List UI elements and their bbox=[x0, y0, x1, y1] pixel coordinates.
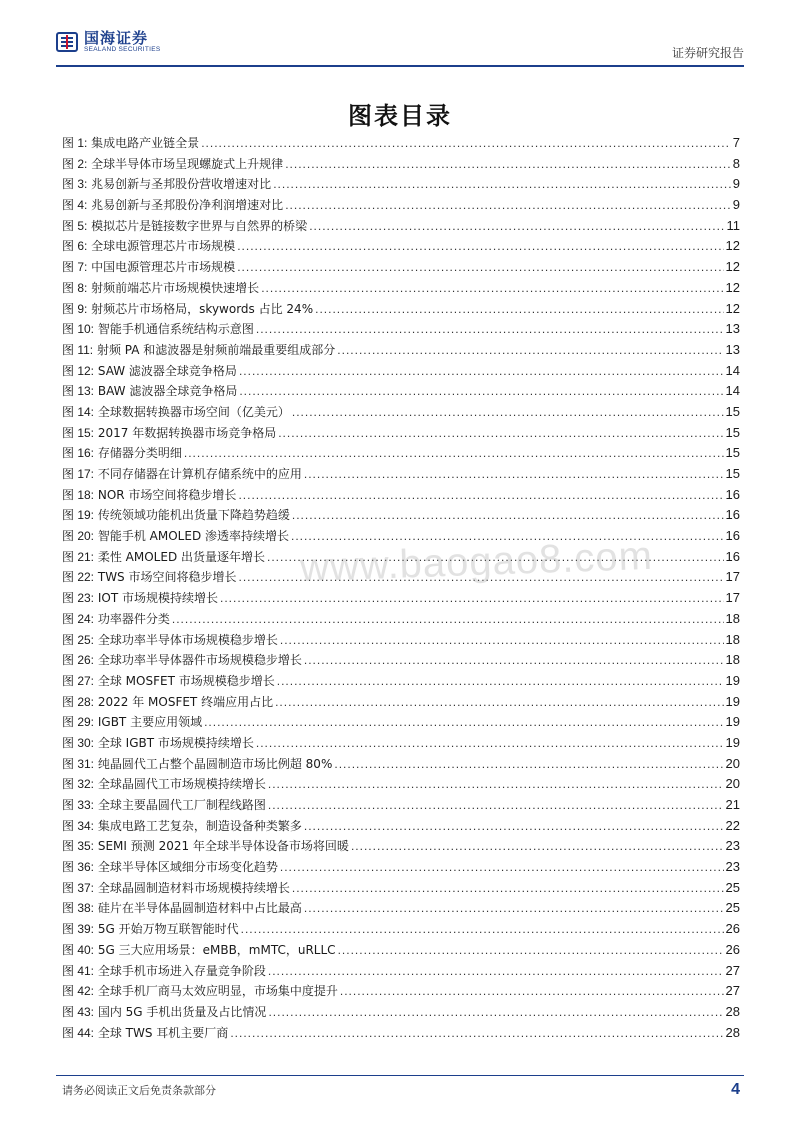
figure-number: 图 30: bbox=[62, 735, 95, 750]
toc-entry-label bbox=[62, 361, 237, 382]
dot-leader bbox=[268, 774, 724, 795]
toc-entry-label bbox=[62, 919, 239, 940]
toc-entry-label bbox=[62, 588, 218, 609]
dot-leader bbox=[201, 133, 731, 154]
toc-entry[interactable] bbox=[62, 733, 740, 754]
toc-entry-label bbox=[62, 650, 302, 671]
figure-title: 全球半导体区域细分市场变化趋势 bbox=[97, 860, 278, 875]
figure-title: 全球功率半导体器件市场规模稳步增长 bbox=[97, 653, 302, 668]
dot-leader bbox=[241, 919, 724, 940]
figure-title: 2022 年 MOSFET 终端应用占比 bbox=[97, 694, 274, 709]
toc-page-number: 11 bbox=[726, 217, 740, 233]
toc-entry-label bbox=[62, 567, 237, 588]
figure-title: 射频 PA 和滤波器是射频前端最重要组成部分 bbox=[96, 342, 336, 357]
figure-title: 集成电路产业链全景 bbox=[91, 136, 200, 150]
figure-title: 硅片在半导体晶圆制造材料中占比最高 bbox=[97, 901, 302, 916]
toc-entry[interactable] bbox=[62, 216, 740, 237]
figure-number: 图 28: bbox=[62, 694, 95, 709]
toc-entry-label bbox=[62, 754, 332, 775]
toc-entry-label bbox=[62, 133, 199, 154]
figure-number: 图 23: bbox=[62, 591, 95, 606]
dot-leader bbox=[268, 795, 724, 816]
toc-entry-label bbox=[62, 257, 235, 278]
figure-title: IOT 市场规模持续增长 bbox=[97, 591, 218, 606]
toc-entry[interactable] bbox=[62, 402, 740, 423]
toc-entry[interactable] bbox=[62, 795, 740, 816]
figure-number: 图 5: bbox=[62, 218, 88, 233]
dot-leader bbox=[204, 712, 723, 733]
figure-number: 图 21: bbox=[62, 549, 95, 564]
figure-number: 图 13: bbox=[62, 384, 95, 399]
figure-title: 兆易创新与圣邦股份营收增速对比 bbox=[91, 177, 272, 192]
figure-title: SAW 滤波器全球竞争格局 bbox=[97, 363, 237, 378]
figure-number: 图 4: bbox=[62, 198, 88, 213]
toc-page-number: 18 bbox=[725, 610, 740, 626]
toc-entry-label bbox=[62, 1002, 266, 1023]
figure-title: 5G 开始万物互联智能时代 bbox=[97, 922, 239, 937]
toc-entry[interactable] bbox=[62, 940, 740, 961]
dot-leader bbox=[172, 609, 724, 630]
toc-entry[interactable] bbox=[62, 340, 740, 361]
toc-entry[interactable] bbox=[62, 1023, 740, 1044]
toc-page-number: 15 bbox=[725, 424, 740, 440]
figure-title: 功率器件分类 bbox=[97, 611, 170, 626]
toc-page-number: 13 bbox=[725, 341, 740, 357]
figure-number: 图 31: bbox=[62, 756, 95, 771]
dot-leader bbox=[277, 671, 724, 692]
dot-leader bbox=[184, 443, 724, 464]
figure-number: 图 44: bbox=[62, 1025, 95, 1040]
toc-entry[interactable] bbox=[62, 174, 740, 195]
figure-number: 图 39: bbox=[62, 922, 95, 937]
toc-page-number: 12 bbox=[725, 238, 740, 254]
figure-number: 图 26: bbox=[62, 653, 95, 668]
figure-number: 图 17: bbox=[62, 467, 95, 481]
toc-entry-label bbox=[62, 423, 276, 444]
figure-title: TWS 市场空间将稳步增长 bbox=[97, 570, 237, 585]
toc-entry[interactable] bbox=[62, 361, 740, 382]
toc-page-number: 19 bbox=[725, 734, 740, 750]
figure-number: 图 41: bbox=[62, 963, 95, 978]
figure-title: 全球晶圆代工市场规模持续增长 bbox=[97, 777, 266, 792]
toc-entry-label bbox=[62, 671, 275, 692]
toc-page-number: 8 bbox=[732, 155, 740, 171]
dot-leader bbox=[337, 340, 723, 361]
figure-number: 图 11: bbox=[62, 342, 94, 357]
toc-entry[interactable] bbox=[62, 505, 740, 526]
toc-page-number: 16 bbox=[725, 486, 740, 502]
toc-entry-label bbox=[62, 774, 266, 795]
toc-entry[interactable] bbox=[62, 133, 740, 154]
toc-entry-label bbox=[62, 216, 307, 237]
toc-page-number: 17 bbox=[725, 569, 740, 585]
dot-leader bbox=[304, 816, 724, 837]
toc-page-number: 20 bbox=[725, 776, 740, 792]
toc-entry[interactable] bbox=[62, 878, 740, 899]
dot-leader bbox=[285, 195, 731, 216]
page-header bbox=[56, 30, 744, 64]
dot-leader bbox=[256, 733, 724, 754]
toc-page-number: 26 bbox=[725, 941, 740, 957]
figure-title: 纯晶圆代工占整个晶圆制造市场比例超 80% bbox=[97, 756, 333, 771]
dot-leader bbox=[237, 236, 723, 257]
footer-disclaimer: 请务必阅读正文后免责条款部分 bbox=[62, 1084, 216, 1097]
toc-entry[interactable] bbox=[62, 774, 740, 795]
figure-number: 图 42: bbox=[62, 984, 95, 999]
dot-leader bbox=[230, 1023, 723, 1044]
toc-entry-label bbox=[62, 485, 236, 506]
dot-leader bbox=[278, 423, 723, 444]
toc-entry-label bbox=[62, 878, 290, 899]
figure-title: 射频芯片市场格局，skywords 占比 24% bbox=[91, 301, 314, 316]
toc-entry[interactable] bbox=[62, 195, 740, 216]
figure-title: 国内 5G 手机出货量及占比情况 bbox=[97, 1004, 267, 1019]
toc-entry-label bbox=[62, 195, 283, 216]
toc-entry[interactable] bbox=[62, 961, 740, 982]
toc-entry-label bbox=[62, 547, 265, 568]
toc-page-number: 28 bbox=[725, 1024, 740, 1040]
figure-number: 图 15: bbox=[62, 425, 95, 440]
figure-number: 图 29: bbox=[62, 715, 95, 730]
toc-entry[interactable] bbox=[62, 257, 740, 278]
figure-number: 图 18: bbox=[62, 487, 95, 502]
toc-page-number: 14 bbox=[725, 362, 740, 378]
watermark: www.baogao8.com bbox=[299, 533, 654, 591]
dot-leader bbox=[220, 588, 724, 609]
dot-leader bbox=[334, 754, 723, 775]
toc-entry[interactable] bbox=[62, 464, 740, 485]
toc-entry[interactable] bbox=[62, 857, 740, 878]
page-title: 图表目录 bbox=[348, 102, 452, 130]
toc-page-number: 16 bbox=[725, 528, 740, 544]
toc-page-number: 12 bbox=[725, 259, 740, 275]
figure-number: 图 22: bbox=[62, 570, 95, 585]
dot-leader bbox=[340, 981, 724, 1002]
figure-title: IGBT 主要应用领域 bbox=[97, 715, 203, 730]
figure-number: 图 10: bbox=[62, 322, 95, 337]
dot-leader bbox=[237, 257, 723, 278]
toc-page-number: 26 bbox=[725, 921, 740, 937]
figure-number: 图 37: bbox=[62, 880, 95, 895]
toc-entry-label bbox=[62, 236, 235, 257]
figure-title: 全球半导体市场呈现螺旋式上升规律 bbox=[91, 156, 284, 171]
toc-entry[interactable] bbox=[62, 712, 740, 733]
toc-page-number: 25 bbox=[725, 879, 740, 895]
dot-leader bbox=[268, 1002, 723, 1023]
page-number: 4 bbox=[731, 1081, 740, 1098]
figure-number: 图 12: bbox=[62, 363, 95, 378]
dot-leader bbox=[304, 898, 724, 919]
toc-page-number: 19 bbox=[725, 693, 740, 709]
toc-entry-label bbox=[62, 609, 170, 630]
toc-entry-label bbox=[62, 402, 290, 423]
toc-entry-label bbox=[62, 816, 302, 837]
figure-title: 集成电路工艺复杂，制造设备种类繁多 bbox=[97, 818, 302, 833]
toc-entry-label bbox=[62, 961, 266, 982]
figure-title: 2017 年数据转换器市场竞争格局 bbox=[97, 425, 277, 440]
toc-entry-label bbox=[62, 857, 278, 878]
figure-number: 图 43: bbox=[62, 1004, 95, 1019]
toc-page-number: 7 bbox=[732, 135, 740, 150]
dot-leader bbox=[238, 485, 723, 506]
toc-page-number: 9 bbox=[732, 176, 740, 192]
toc-entry[interactable] bbox=[62, 981, 740, 1002]
figure-number: 图 8: bbox=[62, 280, 88, 295]
toc-page-number: 27 bbox=[725, 983, 740, 999]
dot-leader bbox=[256, 319, 724, 340]
toc-entry[interactable] bbox=[62, 671, 740, 692]
toc-page-number: 23 bbox=[725, 838, 740, 854]
footer-divider bbox=[56, 1075, 744, 1076]
toc-entry[interactable] bbox=[62, 898, 740, 919]
dot-leader bbox=[304, 650, 724, 671]
toc-page-number: 17 bbox=[725, 590, 740, 606]
toc-entry[interactable] bbox=[62, 692, 740, 713]
figure-number: 图 19: bbox=[62, 508, 95, 523]
toc-entry[interactable] bbox=[62, 1002, 740, 1023]
figure-number: 图 35: bbox=[62, 839, 95, 854]
toc-entry-label bbox=[62, 940, 336, 961]
toc-page-number: 12 bbox=[725, 279, 740, 295]
figure-number: 图 25: bbox=[62, 632, 95, 647]
figure-number: 图 16: bbox=[62, 446, 95, 461]
figure-number: 图 3: bbox=[62, 177, 88, 192]
figure-title: 存储器分类明细 bbox=[97, 446, 182, 461]
figure-title: 全球 IGBT 市场规模持续增长 bbox=[97, 735, 254, 750]
report-type-label: 证券研究报告 bbox=[671, 46, 744, 60]
figure-title: 智能手机通信系统结构示意图 bbox=[97, 322, 254, 337]
toc-entry-label bbox=[62, 898, 302, 919]
toc-page-number: 16 bbox=[725, 548, 740, 564]
header-divider bbox=[56, 65, 744, 67]
figure-title: 柔性 AMOLED 出货量逐年增长 bbox=[97, 549, 266, 564]
dot-leader bbox=[273, 174, 731, 195]
toc-entry-label bbox=[62, 505, 290, 526]
figure-title: 全球数据转换器市场空间（亿美元） bbox=[97, 404, 290, 419]
logo-name-cn: 国海证券 bbox=[84, 29, 149, 47]
dot-leader bbox=[292, 402, 724, 423]
toc-entry-label bbox=[62, 836, 349, 857]
toc-page-number: 23 bbox=[725, 859, 740, 875]
figure-title: 射频前端芯片市场规模快速增长 bbox=[91, 280, 260, 295]
dot-leader bbox=[261, 278, 723, 299]
figure-title: 全球电源管理芯片市场规模 bbox=[91, 239, 236, 254]
toc-page-number: 22 bbox=[725, 817, 740, 833]
toc-entry-label bbox=[62, 340, 335, 361]
figure-title: 全球晶圆制造材料市场规模持续增长 bbox=[97, 880, 290, 895]
figure-number: 图 38: bbox=[62, 901, 95, 916]
dot-leader bbox=[309, 216, 724, 237]
toc-entry-label bbox=[62, 443, 182, 464]
figure-number: 图 1: bbox=[62, 136, 88, 150]
toc-entry-label bbox=[62, 692, 273, 713]
toc-page-number: 9 bbox=[732, 197, 740, 213]
figure-number: 图 36: bbox=[62, 860, 95, 875]
toc-page-number: 14 bbox=[725, 383, 740, 399]
figure-number: 图 14: bbox=[62, 404, 95, 419]
toc-entry[interactable] bbox=[62, 381, 740, 402]
toc-entry[interactable] bbox=[62, 423, 740, 444]
toc-entry-label bbox=[62, 174, 271, 195]
toc-page-number: 19 bbox=[725, 714, 740, 730]
toc-entry[interactable] bbox=[62, 754, 740, 775]
figure-title: BAW 滤波器全球竞争格局 bbox=[97, 384, 238, 399]
figure-number: 图 32: bbox=[62, 777, 95, 792]
figure-title: 兆易创新与圣邦股份净利润增速对比 bbox=[91, 198, 284, 213]
figure-number: 图 34: bbox=[62, 818, 95, 833]
toc-page-number: 19 bbox=[725, 672, 740, 688]
figure-number: 图 33: bbox=[62, 798, 95, 812]
figure-title: 全球主要晶圆代工厂制程线路图 bbox=[97, 798, 266, 812]
figure-number: 图 20: bbox=[62, 529, 95, 544]
toc-page-number: 28 bbox=[725, 1003, 740, 1019]
dot-leader bbox=[351, 836, 724, 857]
toc-entry-label bbox=[62, 381, 237, 402]
figure-number: 图 9: bbox=[62, 301, 88, 316]
dot-leader bbox=[239, 381, 723, 402]
toc-entry-label bbox=[62, 319, 254, 340]
toc-page-number: 13 bbox=[725, 321, 740, 337]
dot-leader bbox=[285, 154, 731, 175]
logo-name-en: SEALAND SECURITIES bbox=[84, 46, 161, 53]
toc-entry[interactable] bbox=[62, 319, 740, 340]
toc-entry-label bbox=[62, 154, 283, 175]
dot-leader bbox=[338, 940, 724, 961]
figure-title: 全球 TWS 耳机主要厂商 bbox=[97, 1025, 229, 1040]
toc-entry-label bbox=[62, 278, 259, 299]
toc-page-number: 18 bbox=[725, 652, 740, 668]
toc-entry[interactable] bbox=[62, 443, 740, 464]
figure-title: 智能手机 AMOLED 渗透率持续增长 bbox=[97, 529, 290, 544]
toc-page-number: 12 bbox=[725, 300, 740, 316]
toc-entry-label bbox=[62, 981, 338, 1002]
dot-leader bbox=[292, 878, 724, 899]
toc-page-number: 21 bbox=[725, 797, 740, 812]
toc-page-number: 16 bbox=[725, 507, 740, 523]
figure-title: 模拟芯片是链接数字世界与自然界的桥梁 bbox=[91, 218, 308, 233]
figure-number: 图 7: bbox=[62, 260, 88, 275]
toc-entry[interactable] bbox=[62, 630, 740, 651]
figure-index-list bbox=[62, 133, 740, 1043]
toc-entry[interactable] bbox=[62, 485, 740, 506]
figure-title: SEMI 预测 2021 年全球半导体设备市场将回暖 bbox=[97, 839, 349, 854]
figure-number: 图 6: bbox=[62, 239, 88, 254]
figure-title: 5G 三大应用场景：eMBB，mMTC，uRLLC bbox=[97, 942, 336, 957]
toc-entry-label bbox=[62, 526, 289, 547]
dot-leader bbox=[292, 505, 724, 526]
dot-leader bbox=[280, 630, 724, 651]
toc-entry-label bbox=[62, 712, 202, 733]
sealand-logo-icon bbox=[56, 31, 78, 53]
toc-entry-label bbox=[62, 630, 278, 651]
figure-number: 图 40: bbox=[62, 942, 95, 957]
toc-entry[interactable] bbox=[62, 919, 740, 940]
figure-title: 全球功率半导体市场规模稳步增长 bbox=[97, 632, 278, 647]
figure-title: 全球手机市场进入存量竞争阶段 bbox=[97, 963, 266, 978]
toc-entry[interactable] bbox=[62, 650, 740, 671]
toc-page-number: 20 bbox=[725, 755, 740, 771]
figure-title: 全球 MOSFET 市场规模稳步增长 bbox=[97, 673, 275, 688]
toc-entry[interactable] bbox=[62, 588, 740, 609]
toc-entry[interactable] bbox=[62, 836, 740, 857]
toc-entry[interactable] bbox=[62, 278, 740, 299]
toc-page-number: 18 bbox=[725, 631, 740, 647]
figure-number: 图 2: bbox=[62, 156, 88, 171]
dot-leader bbox=[315, 299, 723, 320]
toc-entry[interactable] bbox=[62, 236, 740, 257]
toc-entry-label bbox=[62, 464, 302, 485]
figure-title: 中国电源管理芯片市场规模 bbox=[91, 260, 236, 275]
toc-entry[interactable] bbox=[62, 816, 740, 837]
toc-page-number: 27 bbox=[725, 962, 740, 978]
toc-entry-label bbox=[62, 733, 254, 754]
toc-entry[interactable] bbox=[62, 609, 740, 630]
figure-number: 图 24: bbox=[62, 611, 95, 626]
toc-entry-label bbox=[62, 795, 266, 816]
company-logo bbox=[56, 30, 161, 54]
dot-leader bbox=[280, 857, 724, 878]
figure-number: 图 27: bbox=[62, 673, 95, 688]
toc-entry[interactable] bbox=[62, 299, 740, 320]
figure-title: 传统领域功能机出货量下降趋势趋缓 bbox=[97, 508, 290, 523]
dot-leader bbox=[239, 361, 724, 382]
dot-leader bbox=[268, 961, 724, 982]
toc-entry[interactable] bbox=[62, 154, 740, 175]
dot-leader bbox=[275, 692, 723, 713]
toc-page-number: 15 bbox=[725, 403, 740, 419]
dot-leader bbox=[304, 464, 724, 485]
figure-title: NOR 市场空间将稳步增长 bbox=[97, 487, 237, 502]
toc-page-number: 15 bbox=[725, 466, 740, 481]
toc-entry-label bbox=[62, 1023, 228, 1044]
toc-page-number: 15 bbox=[725, 445, 740, 461]
toc-page-number: 25 bbox=[725, 900, 740, 916]
toc-entry-label bbox=[62, 299, 313, 320]
figure-title: 全球手机厂商马太效应明显，市场集中度提升 bbox=[97, 984, 338, 999]
figure-title: 不同存储器在计算机存储系统中的应用 bbox=[97, 467, 302, 481]
